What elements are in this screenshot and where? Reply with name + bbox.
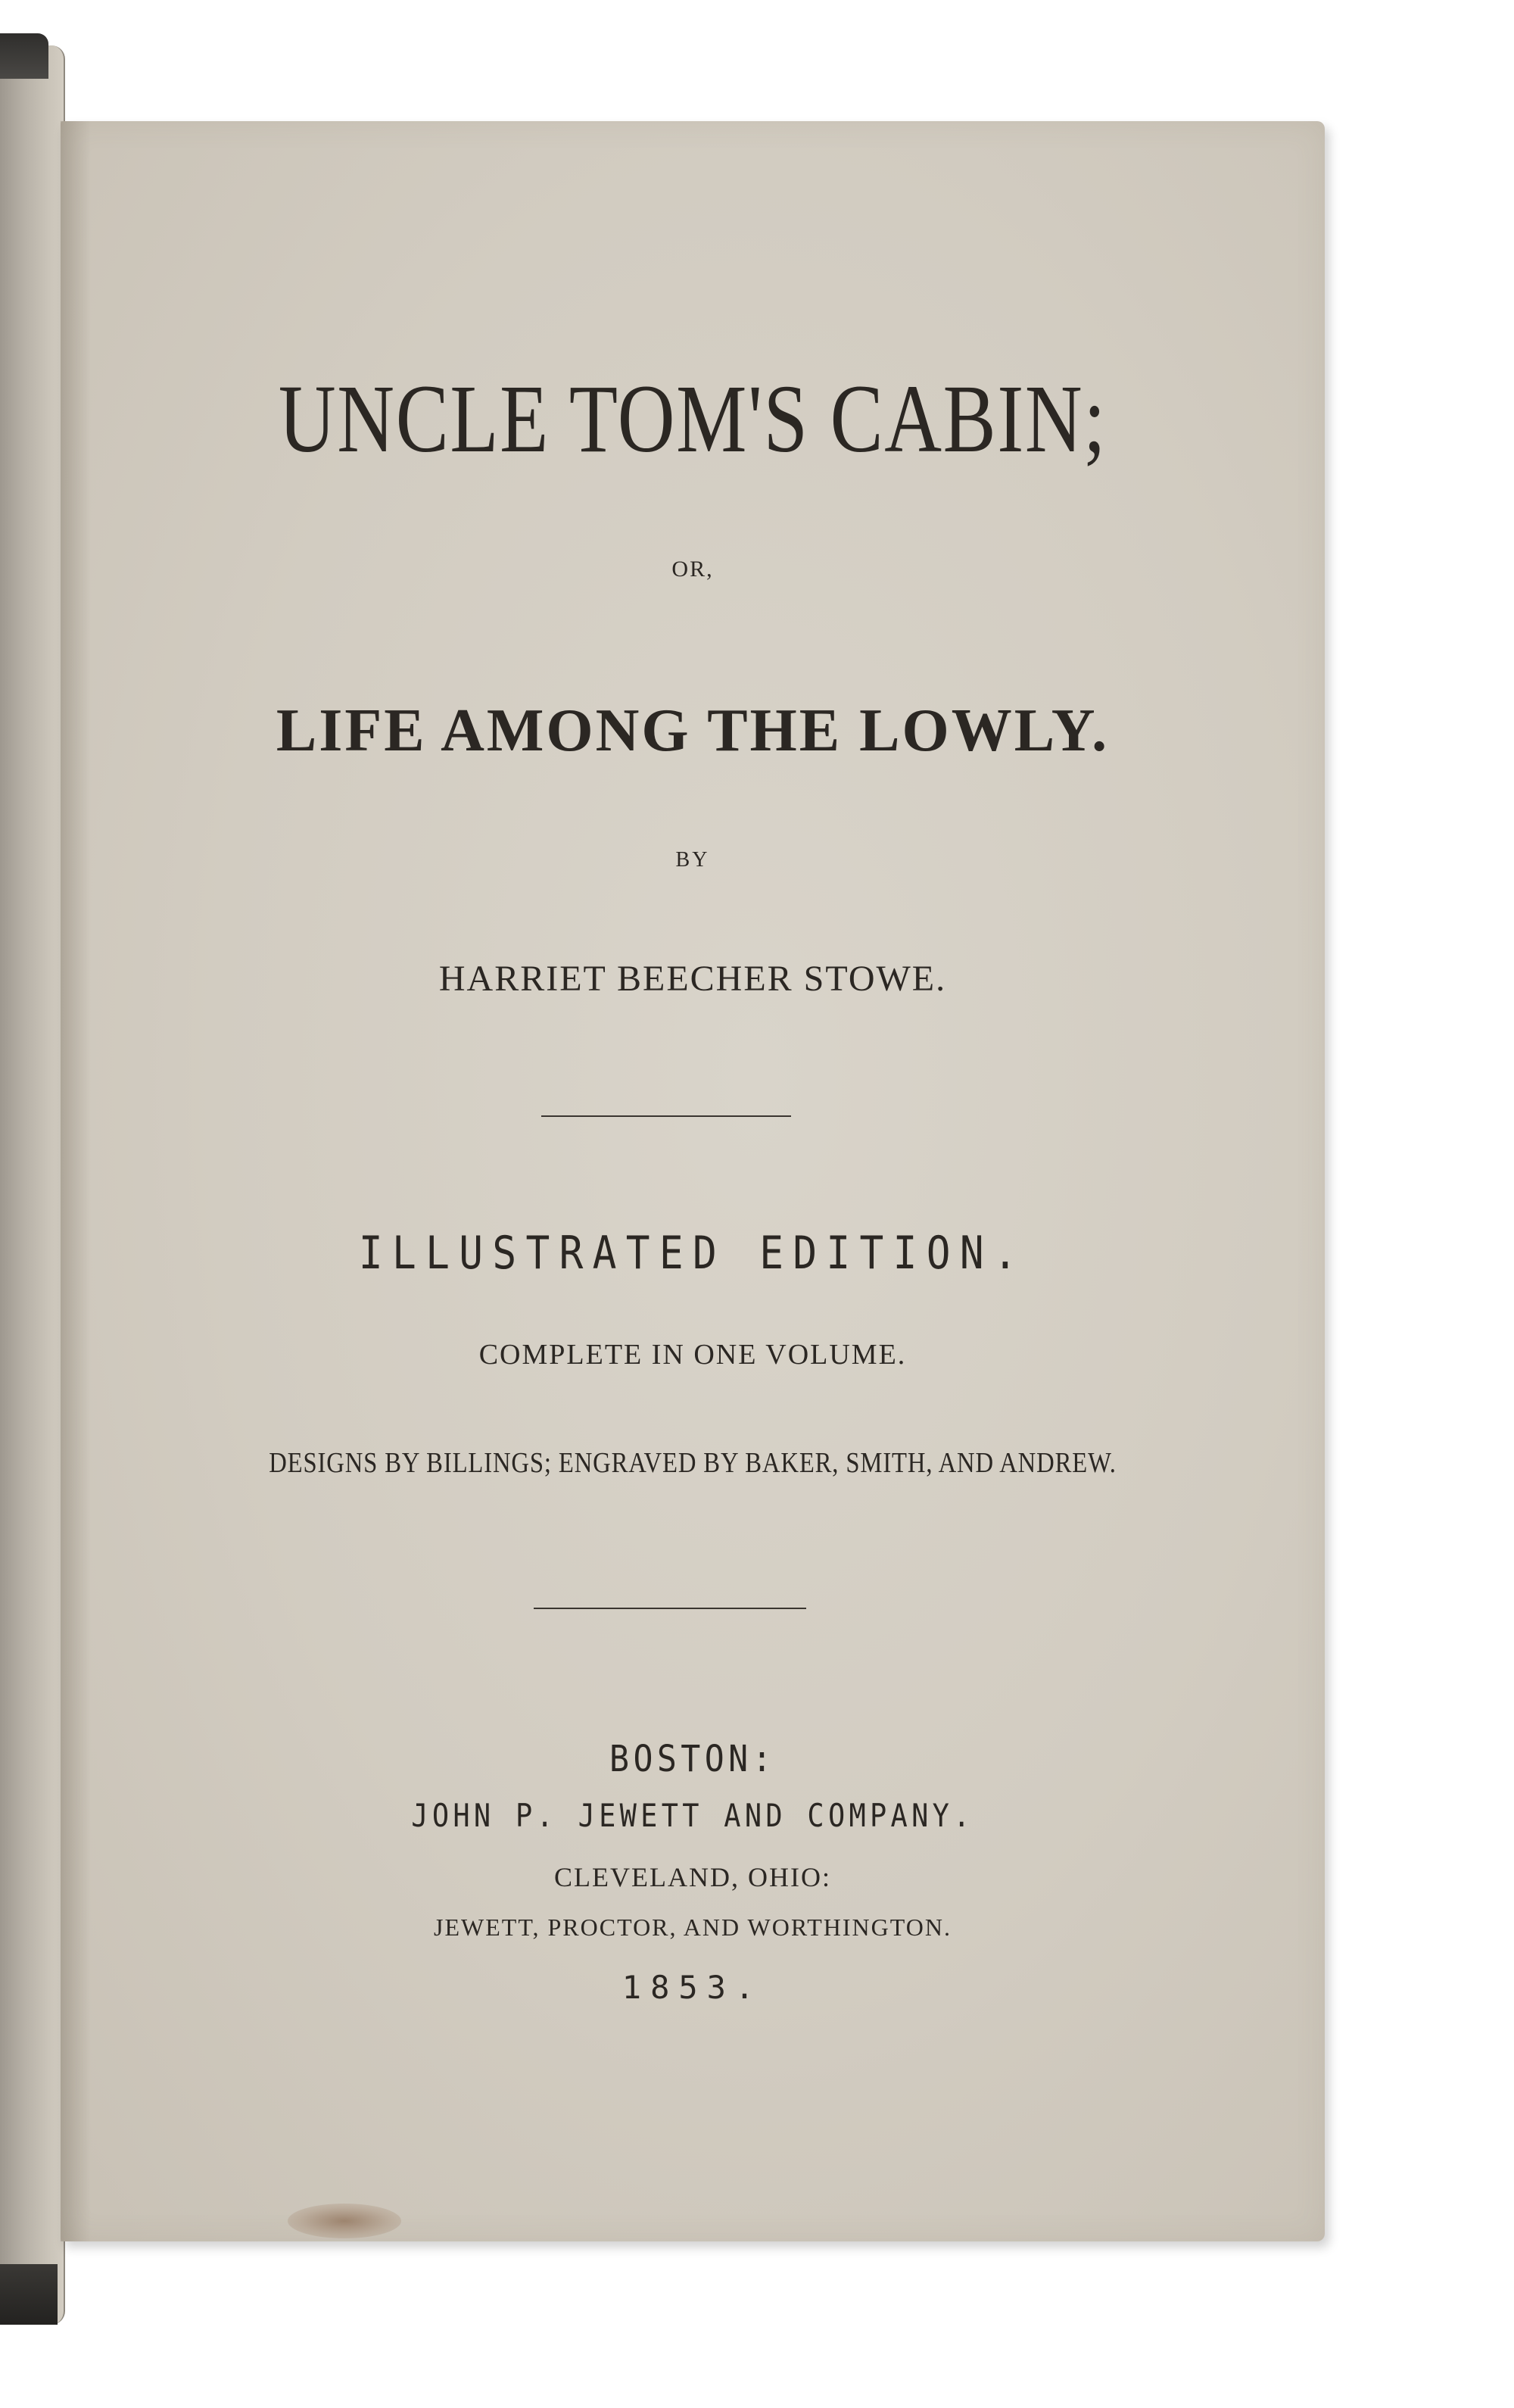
divider-rule-upper: [541, 1115, 791, 1117]
foxing-stain: [288, 2204, 401, 2238]
binding-bottom-cap: [0, 2264, 58, 2325]
divider-rule-lower: [534, 1608, 806, 1609]
volume-note: COMPLETE IN ONE VOLUME.: [478, 1339, 907, 1371]
book-subtitle: LIFE AMONG THE LOWLY.: [276, 697, 1110, 764]
imprint-city: BOSTON:: [609, 1738, 776, 1780]
title-conjunction: OR,: [671, 557, 714, 582]
author-name: HARRIET BEECHER STOWE.: [438, 959, 947, 999]
imprint-publisher: JOHN P. JEWETT AND COMPANY.: [411, 1797, 974, 1834]
imprint-city-secondary: CLEVELAND, OHIO:: [554, 1862, 831, 1892]
binding-top-cap: [0, 33, 48, 79]
edition-label: ILLUSTRATED EDITION.: [358, 1227, 1027, 1280]
book-title: UNCLE TOM'S CABIN;: [278, 365, 1107, 473]
illustration-credits: DESIGNS BY BILLINGS; ENGRAVED BY BAKER, SMITH, AND ANDREW.: [269, 1447, 1117, 1479]
imprint-year: 1853.: [621, 1969, 764, 2006]
book-spine: [0, 45, 65, 2325]
byline-label: BY: [675, 848, 710, 872]
title-page: [61, 121, 1325, 2241]
imprint-publisher-secondary: JEWETT, PROCTOR, AND WORTHINGTON.: [434, 1914, 952, 1941]
